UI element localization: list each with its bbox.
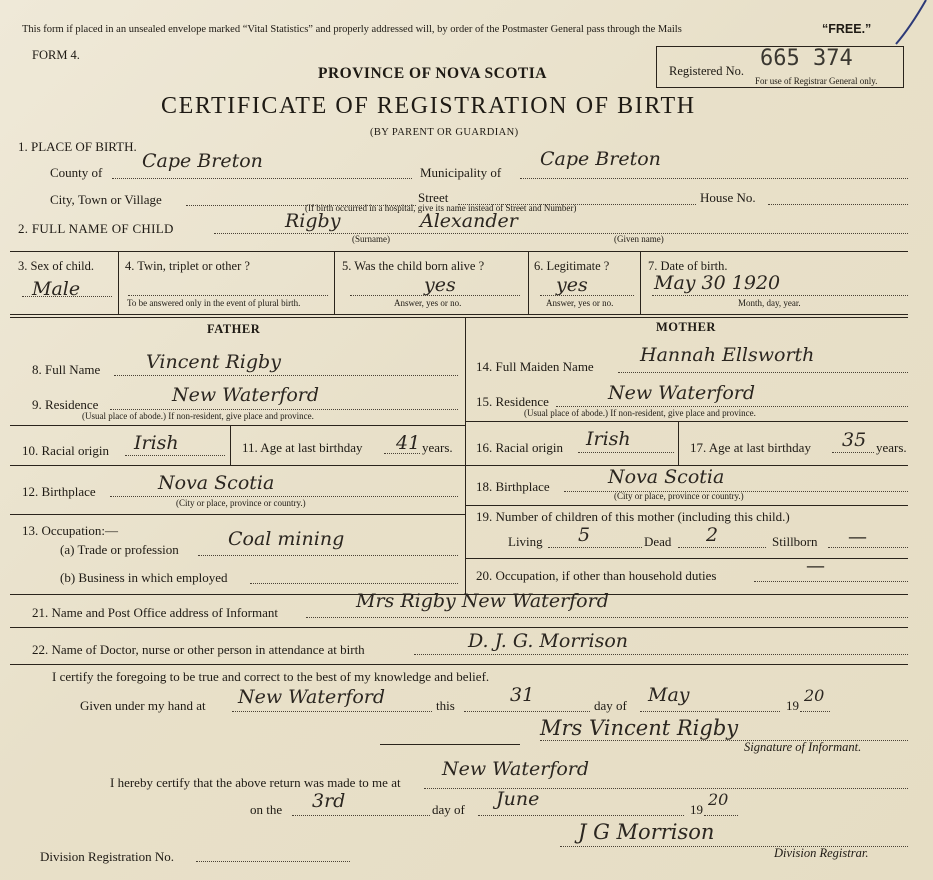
informant-signature-label: Signature of Informant. <box>744 740 862 754</box>
twin-label: 4. Twin, triplet or other ? <box>125 259 250 273</box>
given-year: 20 <box>804 686 825 705</box>
registered-number: 665 374 <box>760 46 853 71</box>
mother-maiden-name: Hannah Ellsworth <box>640 344 815 366</box>
father-birthplace-label: 12. Birthplace <box>22 484 96 499</box>
mother-age-label: 17. Age at last birthday <box>690 440 811 455</box>
mother-heading: MOTHER <box>656 320 716 334</box>
registrar-signature: J G Morrison <box>578 820 715 844</box>
father-trade: Coal mining <box>228 528 345 550</box>
mother-racial-origin: Irish <box>586 428 631 450</box>
father-birthplace: Nova Scotia <box>158 472 275 494</box>
father-name: Vincent Rigby <box>146 351 281 373</box>
sex-label: 3. Sex of child. <box>18 259 95 273</box>
stillborn-count: — <box>848 526 867 548</box>
date-of-birth: May 30 1920 <box>654 272 781 294</box>
given-year-prefix: 19 <box>786 698 799 713</box>
mother-occupation: — <box>806 555 825 577</box>
given-day-of-label: day of <box>594 698 627 713</box>
alive-note: Answer, yes or no. <box>394 298 462 308</box>
mother-name-label: 14. Full Maiden Name <box>476 359 594 374</box>
mother-racial-label: 16. Racial origin <box>476 440 564 455</box>
registered-label: Registered No. <box>669 64 744 78</box>
legitimate-label: 6. Legitimate ? <box>534 259 610 273</box>
mother-birthplace: Nova Scotia <box>608 466 725 488</box>
mother-age-unit: years. <box>876 440 907 455</box>
living-count: 5 <box>578 524 591 546</box>
municipality-value: Cape Breton <box>540 148 661 170</box>
legitimate-note: Answer, yes or no. <box>546 298 614 308</box>
doctor-name: D. J. G. Morrison <box>468 630 628 652</box>
father-age: 41 <box>396 432 421 454</box>
father-age-label: 11. Age at last birthday <box>242 440 363 455</box>
father-age-unit: years. <box>422 440 453 455</box>
given-under-label: Given under my hand at <box>80 698 206 713</box>
dead-count: 2 <box>706 524 719 546</box>
business-label: (b) Business in which employed <box>60 570 228 585</box>
child-surname: Rigby <box>285 210 341 232</box>
form-number: FORM 4. <box>32 48 80 62</box>
mother-residence: New Waterford <box>608 382 756 404</box>
legitimate-value: yes <box>556 274 588 296</box>
surname-caption: (Surname) <box>352 234 390 244</box>
municipality-label: Municipality of <box>420 165 502 180</box>
registrar-day-of-label: day of <box>432 802 465 817</box>
certificate-subtitle: (BY PARENT OR GUARDIAN) <box>370 127 519 138</box>
mother-birthplace-label: 18. Birthplace <box>476 479 550 494</box>
mother-residence-label: 15. Residence <box>476 394 549 409</box>
child-name-label: 2. FULL NAME OF CHILD <box>18 221 174 236</box>
given-day: 31 <box>510 684 535 706</box>
mother-occupation-label: 20. Occupation, if other than household duties <box>476 568 717 583</box>
registrar-note: For use of Registrar General only. <box>755 76 878 86</box>
living-label: Living <box>508 534 543 549</box>
doctor-label: 22. Name of Doctor, nurse or other person in attendance at birth <box>32 642 365 657</box>
division-number-label: Division Registration No. <box>40 849 174 864</box>
father-name-label: 8. Full Name <box>32 362 101 377</box>
father-residence-note: (Usual place of abode.) If non-resident, give place and province. <box>82 411 314 421</box>
child-given-name: Alexander <box>420 210 518 232</box>
given-name-caption: (Given name) <box>614 234 664 244</box>
father-residence: New Waterford <box>172 384 320 406</box>
dead-label: Dead <box>644 534 672 549</box>
sex-value: Male <box>32 278 81 300</box>
registrar-year-prefix: 19 <box>690 802 703 817</box>
stillborn-label: Stillborn <box>772 534 818 549</box>
registrar-place: New Waterford <box>442 758 590 780</box>
given-month: May <box>648 684 690 706</box>
registrar-certify-text: I hereby certify that the above return was made to me at <box>110 775 401 790</box>
certificate-title: CERTIFICATE OF REGISTRATION OF BIRTH <box>161 93 696 119</box>
mother-birthplace-note: (City or place, province or country.) <box>614 491 744 501</box>
father-racial-origin: Irish <box>134 432 179 454</box>
mother-age: 35 <box>842 429 867 451</box>
twin-note: To be answered only in the event of plural birth. <box>127 298 301 308</box>
alive-label: 5. Was the child born alive ? <box>342 259 485 273</box>
this-label: this <box>436 698 455 713</box>
father-birthplace-note: (City or place, province or country.) <box>176 498 306 508</box>
father-racial-label: 10. Racial origin <box>22 443 110 458</box>
pencil-mark <box>890 0 930 46</box>
free-mark: “FREE.” <box>822 22 872 36</box>
city-label: City, Town or Village <box>50 192 162 207</box>
place-section-label: 1. PLACE OF BIRTH. <box>18 139 137 154</box>
registrar-year: 20 <box>708 790 729 809</box>
given-place: New Waterford <box>238 686 386 708</box>
alive-value: yes <box>424 274 456 296</box>
registrar-month: June <box>496 788 540 810</box>
hospital-note: (If birth occurred in a hospital, give its name instead of Street and Number) <box>305 203 577 213</box>
informant-certify-text: I certify the foregoing to be true and correct to the best of my knowledge and belief. <box>52 669 490 684</box>
father-occupation-label: 13. Occupation:— <box>22 523 119 538</box>
house-label: House No. <box>700 190 756 205</box>
father-residence-label: 9. Residence <box>32 397 99 412</box>
date-note: Month, day, year. <box>738 298 801 308</box>
informant-signature: Mrs Vincent Rigby <box>540 716 739 740</box>
mailing-notice: This form if placed in an unsealed envelope marked “Vital Statistics” and properly addressed will, by order of the Postmaster General pass through the Mails <box>22 24 682 35</box>
trade-label: (a) Trade or profession <box>60 542 179 557</box>
street-label: Street <box>418 190 449 205</box>
mother-residence-note: (Usual place of abode.) If non-resident, give place and province. <box>524 408 756 418</box>
on-the-label: on the <box>250 802 283 817</box>
informant-address: Mrs Rigby New Waterford <box>356 590 609 612</box>
registrar-signature-label: Division Registrar. <box>774 846 869 860</box>
county-value: Cape Breton <box>142 150 263 172</box>
county-label: County of <box>50 165 103 180</box>
informant-address-label: 21. Name and Post Office address of Informant <box>32 605 278 620</box>
date-label: 7. Date of birth. <box>648 259 728 273</box>
father-heading: FATHER <box>207 322 261 336</box>
children-count-label: 19. Number of children of this mother (including this child.) <box>476 509 790 524</box>
registrar-day: 3rd <box>312 790 346 812</box>
province-heading: PROVINCE OF NOVA SCOTIA <box>318 65 547 82</box>
